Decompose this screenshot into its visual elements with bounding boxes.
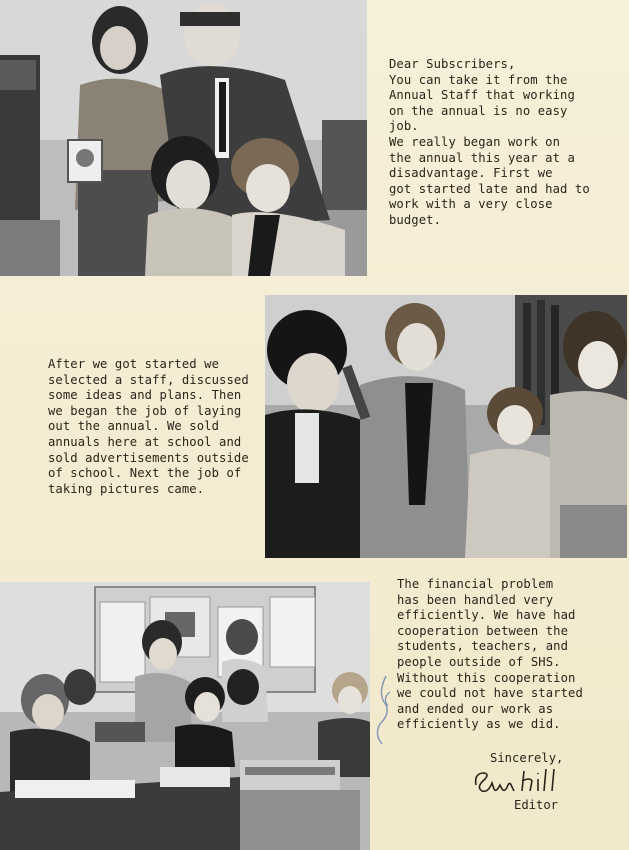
letter-paragraph-2: After we got started we selected a staff, discussed some ideas and plans. Then we began the job of laying out the annual. We sold annuals here at school and sold advertisements outside of school. Next the job of taking pictures came. [48, 357, 249, 496]
letter-paragraph-1: Dear Subscribers, You can take it from the Annual Staff that working on the annual is no easy job. We really began work on the annual this year at a disadvantage. First we got started late and had to work with a very close budget. [389, 57, 590, 227]
girls-group-photo [265, 295, 627, 558]
editor-title: Editor [514, 798, 559, 812]
letter-paragraph-3: The financial problem has been handled very efficiently. We have had cooperation between the students, teachers, and people outside of SHS. Without this cooperation we could not have started and ended our work as efficiently as we did. [397, 577, 583, 732]
closing-sincerely: Sincerely, [490, 751, 564, 765]
pencil-scribble-mark [368, 672, 400, 748]
editor-signature [472, 765, 580, 795]
staff-with-adviser-photo [0, 0, 367, 276]
staff-workroom-photo [0, 582, 370, 850]
